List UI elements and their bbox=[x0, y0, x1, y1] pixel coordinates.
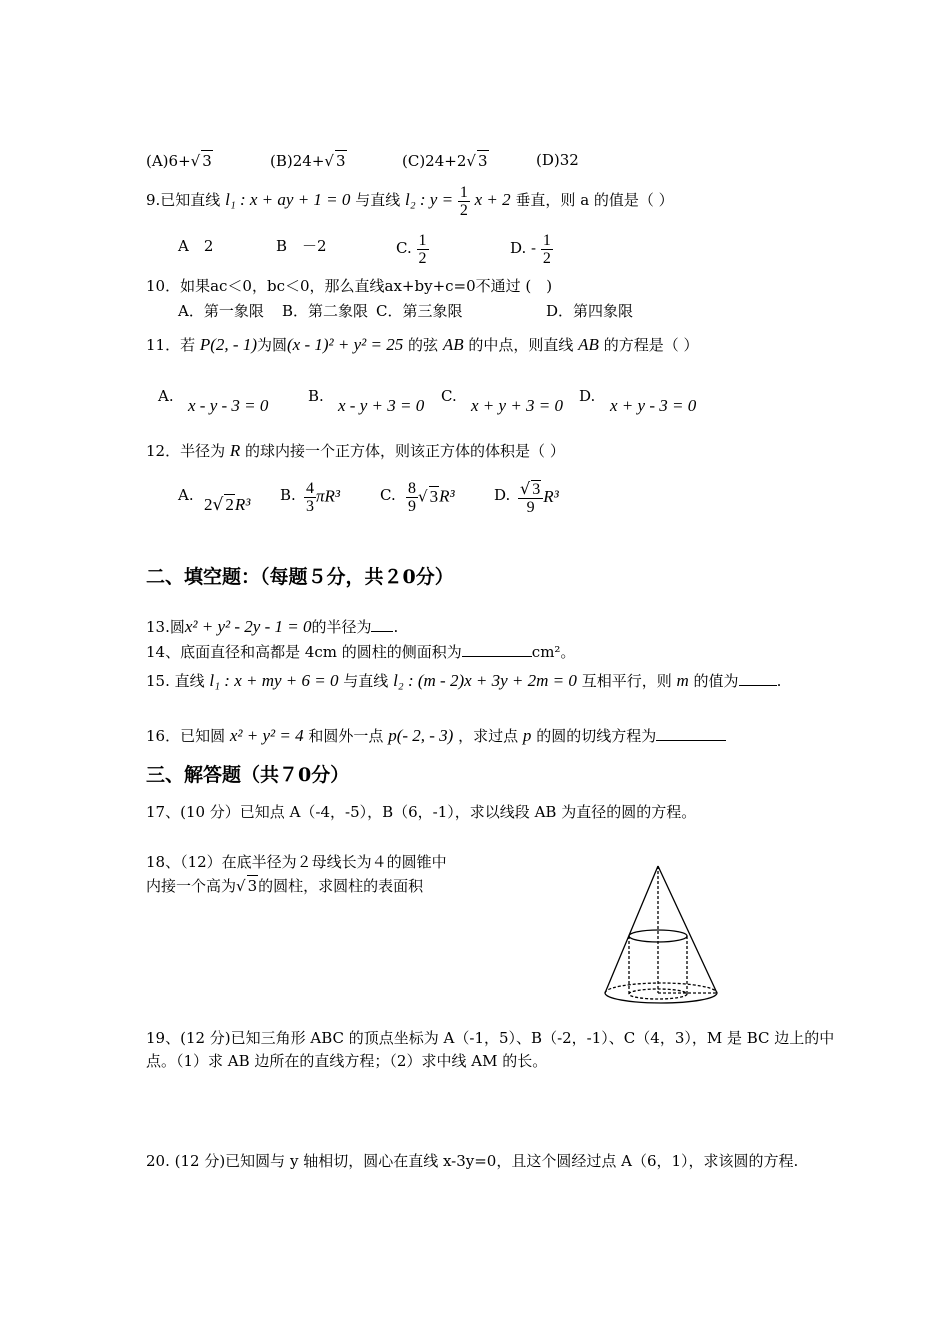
q10-option-c: C．第三象限 bbox=[376, 302, 463, 320]
q10-option-d: D．第四象限 bbox=[546, 302, 634, 320]
q11-option-a: x - y - 3 = 0 bbox=[188, 396, 269, 415]
q10-option-b: B．第二象限 bbox=[282, 302, 369, 320]
q12-option-c: $\frac{8}{9}$ √ 3R³ bbox=[408, 480, 455, 515]
q11-option-c: x + y + 3 = 0 bbox=[471, 396, 564, 415]
q11-option-d: x + y - 3 = 0 bbox=[610, 396, 697, 415]
q11-option-c-label: C. bbox=[441, 387, 457, 405]
cone-left-side bbox=[605, 866, 658, 993]
q19-line1: 19、(12 分)已知三角形 ABC 的顶点坐标为 A（-1，5）、B（-2，-1）、C（4，3），M 是 BC 边上的中 bbox=[146, 1029, 835, 1047]
q12-option-a: 2√ 2R³ bbox=[204, 495, 251, 515]
q12-option-b: $\frac{4}{3}$ πR³ bbox=[306, 480, 340, 515]
cone-base-front bbox=[605, 993, 717, 1003]
q18-line1: 18、（12）在底半径为２母线长为４的圆锥中 bbox=[146, 853, 447, 871]
q11-option-b: x - y + 3 = 0 bbox=[338, 396, 425, 415]
cylinder-bottom bbox=[629, 989, 687, 999]
q11-option-a-label: A. bbox=[158, 387, 174, 405]
q8-option-c: (C)24+2√ 3 bbox=[402, 152, 488, 170]
cone-base-back bbox=[605, 983, 717, 993]
q12-option-a-label: A. bbox=[178, 486, 194, 504]
q8-option-a: (A)6+√ 3 bbox=[146, 152, 212, 170]
q16-stem: 16．已知圆 x² + y² = 4 和圆外一点 p(- 2, - 3) ，求过点 p 的圆的切线方程为 bbox=[146, 726, 726, 746]
q11-stem: 11．若 P(2, - 1)为圆(x - 1)² + y² = 25 的弦 AB 的中点，则直线 AB 的方程是（ ） bbox=[146, 335, 699, 354]
q13-blank[interactable] bbox=[371, 631, 393, 632]
q8-option-b: (B)24+√ 3 bbox=[270, 152, 346, 170]
q14-stem: 14、底面直径和高都是 4cm 的圆柱的侧面积为 cm²。 bbox=[146, 643, 576, 661]
q12-option-d: $\frac{√ 3}{9}$ R³ bbox=[520, 479, 559, 516]
q10-option-a: A．第一象限 bbox=[178, 302, 264, 320]
q13-stem: 13.圆x² + y² - 2y - 1 = 0的半径为 . bbox=[146, 617, 399, 636]
q11-option-d-label: D. bbox=[579, 387, 596, 405]
cone-cylinder-figure bbox=[598, 860, 724, 1010]
q10-stem: 10．如果ac＜0，bc＜0，那么直线ax+by+c=0不通过 ( ) bbox=[146, 277, 553, 295]
q9-option-b: B －2 bbox=[276, 237, 327, 255]
section-answer-title: 三、解答题（共７0分） bbox=[146, 764, 350, 786]
q9-fraction: $\frac{1}{2}$ bbox=[459, 183, 468, 219]
q18-line2: 内接一个高为√ 3的圆柱，求圆柱的表面积 bbox=[146, 877, 424, 895]
q16-blank[interactable] bbox=[656, 740, 726, 741]
q20-stem: 20. (12 分)已知圆与 y 轴相切，圆心在直线 x-3y=0，且这个圆经过点 A（6，1），求该圆的方程. bbox=[146, 1152, 799, 1170]
q14-blank[interactable] bbox=[462, 656, 532, 657]
q8-option-d: (D)32 bbox=[536, 151, 579, 169]
q12-option-c-label: C. bbox=[380, 486, 396, 504]
q9-option-d: D. - $\frac{1}{2}$ bbox=[510, 231, 551, 267]
q12-stem: 12．半径为 R 的球内接一个正方体，则该正方体的体积是（ ） bbox=[146, 441, 565, 460]
q12-option-b-label: B. bbox=[280, 486, 296, 504]
q15-stem: 15. 直线 l₁ : x + my + 6 = 0 与直线 l₂ : (m - 2)x + 3y + 2m = 0 互相平行，则 m 的值为 . bbox=[146, 671, 782, 690]
q9-option-a: A 2 bbox=[178, 237, 214, 255]
q12-option-d-label: D. bbox=[494, 486, 511, 504]
q15-blank[interactable] bbox=[739, 685, 777, 686]
q11-option-b-label: B. bbox=[308, 387, 324, 405]
q17-stem: 17、(10 分）已知点 A（-4，-5），B（6，-1），求以线段 AB 为直径的圆的方程。 bbox=[146, 803, 697, 821]
q19-line2: 点。（1）求 AB 边所在的直线方程；（2）求中线 AM 的长。 bbox=[146, 1052, 548, 1070]
section-fill-in-title: 二、填空题：（每题５分，共２0分） bbox=[146, 566, 454, 588]
q9-option-c: C. $\frac{1}{2}$ bbox=[396, 231, 427, 267]
q9-stem: 9.已知直线 l₁ : x + ay + 1 = 0 与直线 l₂ : y = $\frac{1}{2}$ x + 2 垂直，则 a 的值是（ ） bbox=[146, 183, 674, 219]
